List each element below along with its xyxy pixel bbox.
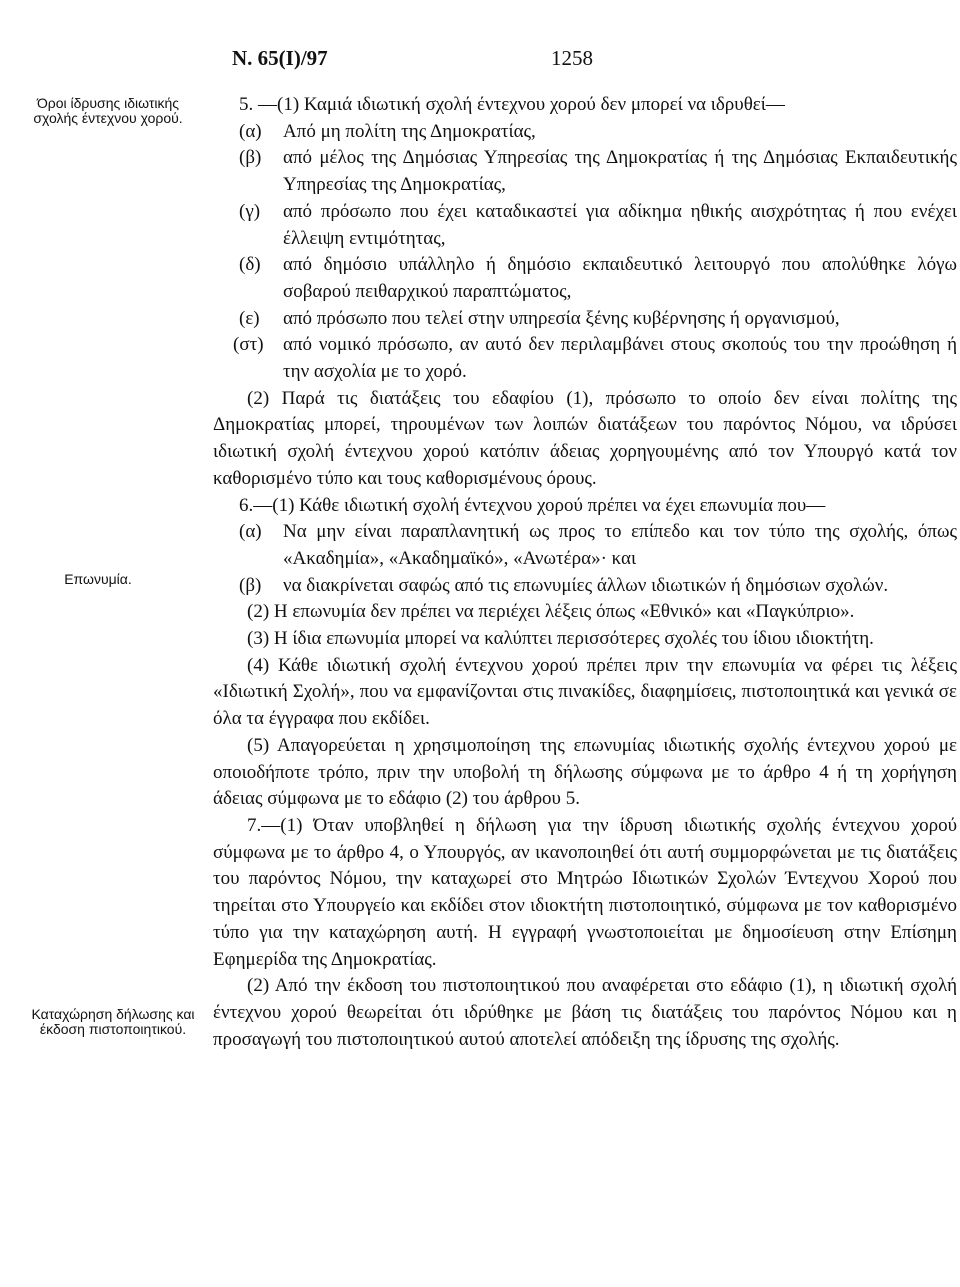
list-item <box>213 252 957 305</box>
item-text: από δημόσιο υπάλληλο ή δημόσιο εκπαιδευτικό λειτουργό που απολύθηκε λόγω σοβαρού πειθαρχικού παραπτώματος, <box>283 254 957 302</box>
section-5-intro: 5. —(1) Καμιά ιδιωτική σχολή έντεχνου χορού δεν μπορεί να ιδρυθεί— <box>239 94 785 115</box>
section-6-paragraph-2: (2) Η επωνυμία δεν πρέπει να περιέχει λέξεις όπως «Εθνικό» και «Παγκύπριο». <box>247 601 855 623</box>
item-label: (στ) <box>233 334 264 356</box>
item-label: (β) <box>239 147 262 169</box>
section-6-paragraph-5: (5) Απαγορεύεται η χρησιμοποίηση της επωνυμίας ιδιωτικής σχολής έντεχνου χορού με οποιοδήποτε τρόπο, πριν την υποβολή τη δήλωσης σύμφωνα με το άρθρο 4 ή τη χορήγηση άδειας σύμφωνα με το εδάφιο (2) του άρθρου 5. <box>213 734 957 810</box>
list-item <box>213 145 957 198</box>
item-text: να διακρίνεται σαφώς από τις επωνυμίες άλλων ιδιωτικών ή δημόσιων σχολών. <box>283 574 889 596</box>
margin-note-founding-terms: Όροι ίδρυσης ιδιωτικής σχολής έντεχνου χορού. <box>33 95 183 126</box>
margin-note-name: Επωνυμία. <box>64 571 132 587</box>
list-item <box>213 119 957 146</box>
page-header <box>232 46 612 86</box>
item-text: από νομικό πρόσωπο, αν αυτό δεν περιλαμβάνει στους σκοπούς του την προώθηση ή την ασχολία με το χορό. <box>283 334 957 383</box>
section-6-paragraph-4: (4) Κάθε ιδιωτική σχολή έντεχνου χορού πρέπει πριν την επωνυμία να φέρει τις λέξεις «Ιδιωτική Σχολή», που να εμφανίζονται στις πινακίδες, διαφημίσεις, πιστοποιητικά και γενικά σε όλα τα έγγραφα που εκδίδει. <box>213 654 957 730</box>
item-label: (β) <box>239 574 262 596</box>
item-text: από πρόσωπο που έχει καταδικαστεί για αδίκημα ηθικής αισχρότητας ή που ενέχει έλλειψη εντιμότητας, <box>283 200 957 249</box>
item-label: (α) <box>239 521 262 543</box>
section-7-paragraph-1: 7.—(1) Όταν υποβληθεί η δήλωση για την ίδρυση ιδιωτικής σχολής έντεχνου χορού σύμφωνα με το άρθρο 4, ο Υπουργός, αν ικανοποιηθεί ότι αυτή συμμορφώνεται με τις διατάξεις του παρόντος Νόμου, την καταχωρεί στο Μητρώο Ιδιωτικών Σχολών Έντεχνου Χορού που τηρείται στο Υπουργείο και εκδίδει στον ιδιοκτήτη πιστοποιητικό, σύμφωνα με τον καθορισμένο τύπο για την καταχώρηση αυτή. Η εγγραφή γνωστοποιείται με δημοσίευση στην Επίσημη Εφημερίδα της Δημοκρατίας. <box>213 814 957 970</box>
section-5-paragraph-2: (2) Παρά τις διατάξεις του εδαφίου (1), πρόσωπο το οποίο δεν είναι πολίτης της Δημοκρατίας μπορεί, τηρουμένων των λοιπών διατάξεων του παρόντος Νόμου, να ιδρύσει ιδιωτική σχολή έντεχνου χορού κατόπιν άδειας χορηγουμένης από τον Υπουργό κατά τον καθορισμένο τύπο και τους καθορισμένους όρους. <box>213 387 957 489</box>
item-text: Να μην είναι παραπλανητική ως προς το επίπεδο και τον τύπο της σχολής, όπως «Ακαδημία», «Ακαδημαϊκό», «Ανωτέρα»· και <box>283 521 957 569</box>
item-label: (α) <box>239 120 262 142</box>
margin-note-registration: Καταχώρηση δήλωσης και έκδοση πιστοποιητικού. <box>31 1006 195 1037</box>
list-item <box>213 199 957 252</box>
list-item <box>213 306 957 333</box>
list-item <box>213 573 957 600</box>
list-item <box>213 332 957 385</box>
item-label: (ε) <box>239 307 260 329</box>
law-number: N. 65(I)/97 <box>232 46 328 70</box>
item-label: (γ) <box>239 200 261 222</box>
main-text <box>213 92 957 1053</box>
section-6-intro: 6.—(1) Κάθε ιδιωτική σχολή έντεχνου χορού πρέπει να έχει επωνυμία που— <box>239 494 826 516</box>
item-text: από μέλος της Δημόσιας Υπηρεσίας της Δημοκρατίας ή της Δημόσιας Εκπαιδευτικής Υπηρεσίας της Δημοκρατίας, <box>283 147 957 196</box>
item-label: (δ) <box>239 254 261 276</box>
item-text: Από μη πολίτη της Δημοκρατίας, <box>283 120 536 142</box>
section-7-paragraph-2: (2) Από την έκδοση του πιστοποιητικού που αναφέρεται στο εδάφιο (1), η ιδιωτική σχολή έντεχνου χορού θεωρείται ότι ιδρύθηκε με βάση τις διατάξεις του παρόντος Νόμου και η προσαγωγή του πιστοποιητικού αυτού αποτελεί απόδειξη της ίδρυσης της σχολής. <box>213 975 957 1050</box>
page-number: 1258 <box>551 46 593 70</box>
list-item <box>213 519 957 572</box>
item-text: από πρόσωπο που τελεί στην υπηρεσία ξένης κυβέρνησης ή οργανισμού, <box>283 307 840 329</box>
section-6-paragraph-3: (3) Η ίδια επωνυμία μπορεί να καλύπτει περισσότερες σχολές του ίδιου ιδιοκτήτη. <box>247 628 874 650</box>
